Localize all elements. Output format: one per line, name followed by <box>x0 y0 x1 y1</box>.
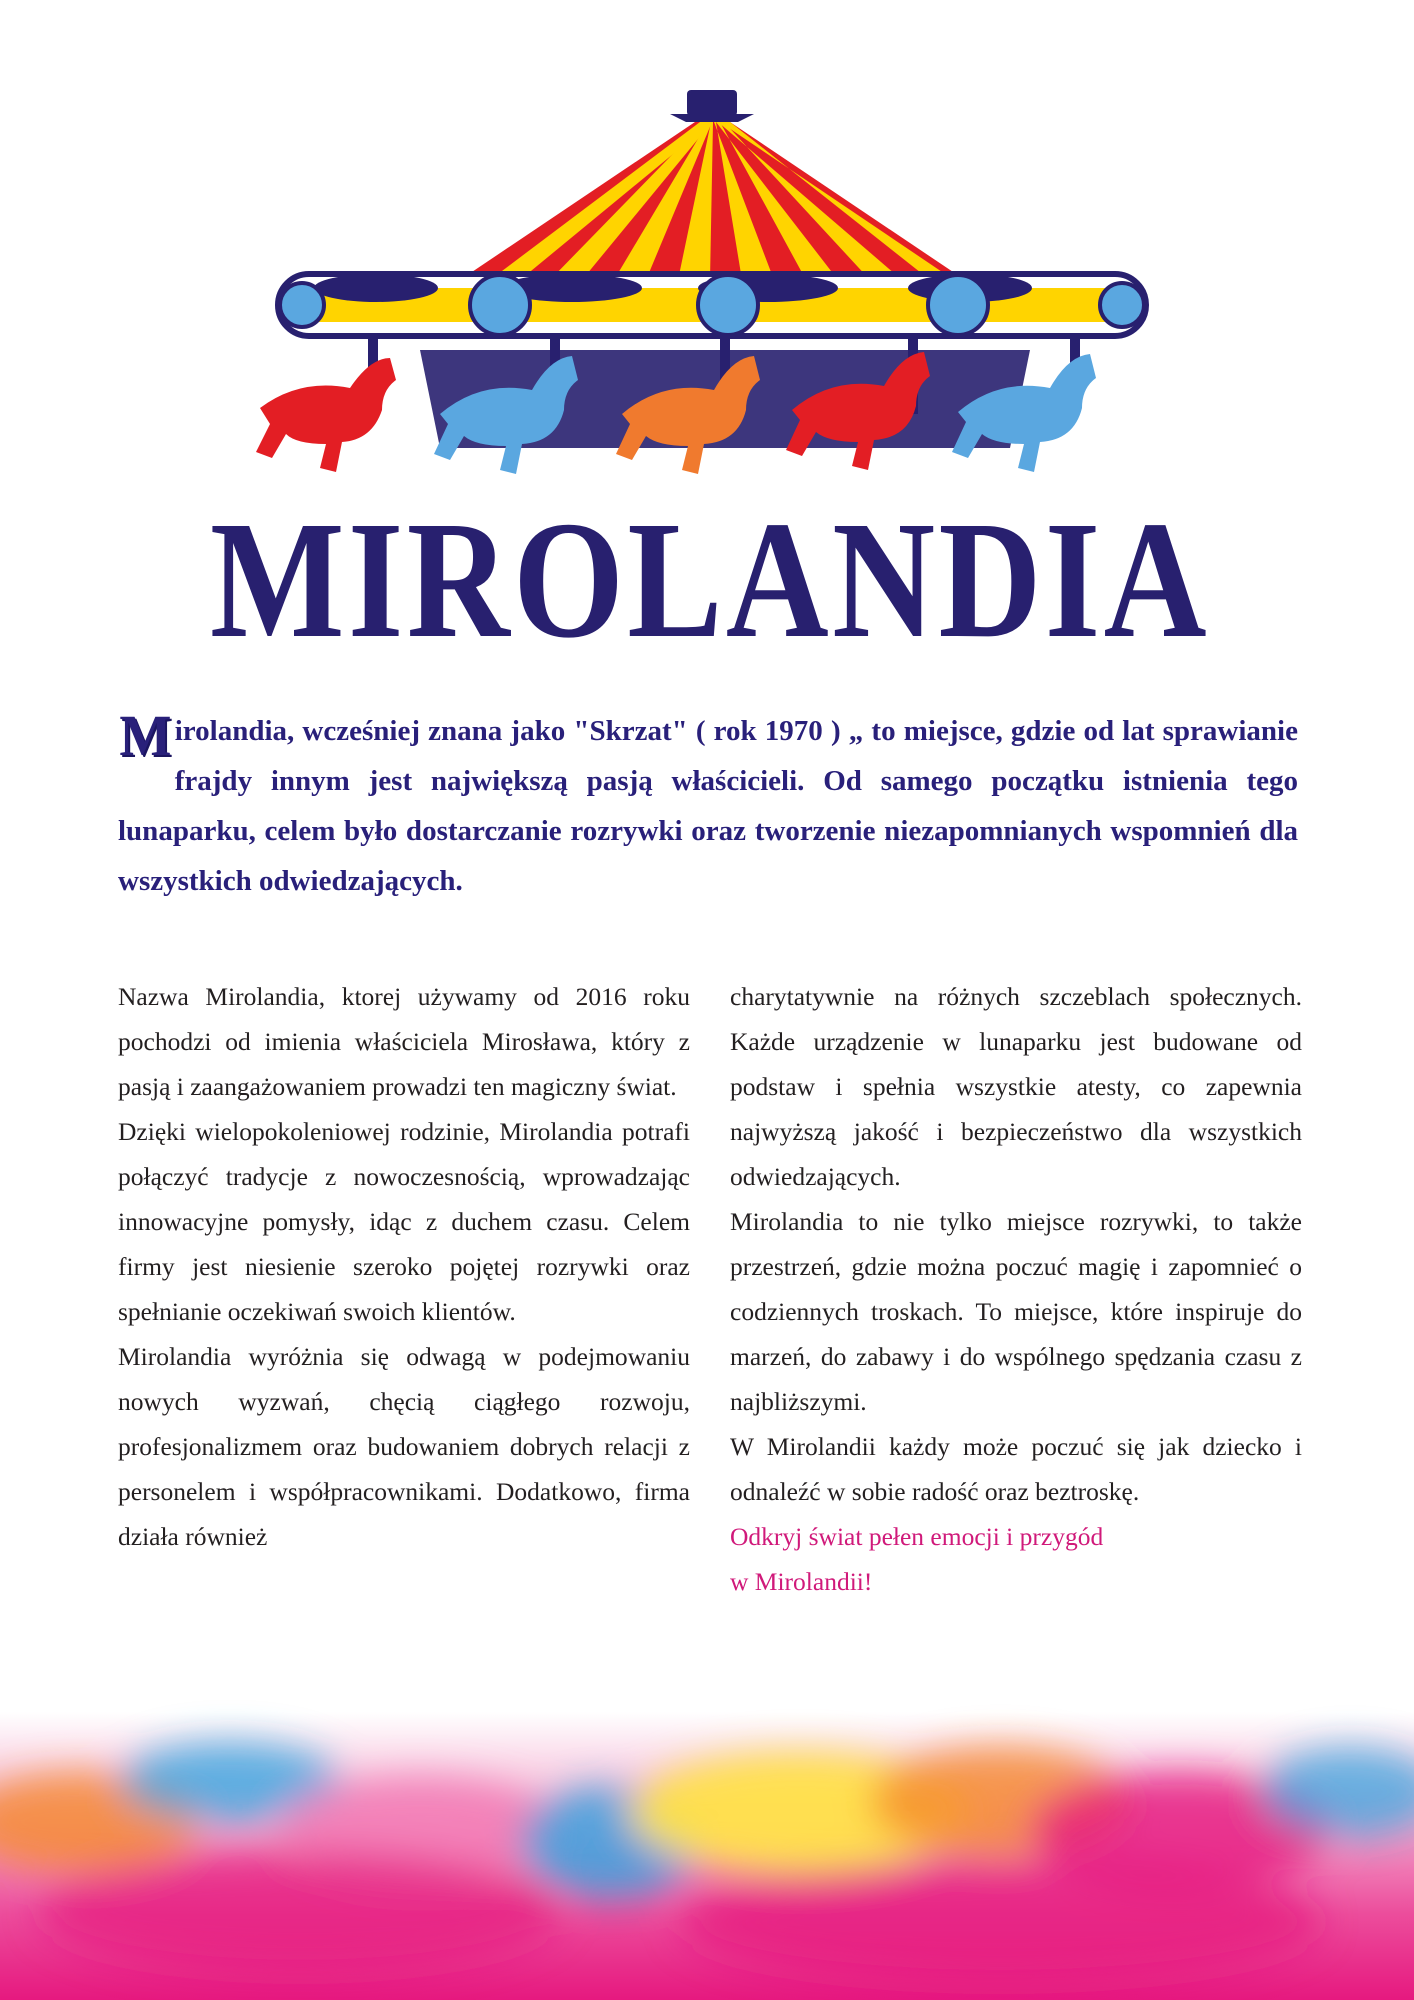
color-powder-banner <box>0 1712 1414 2000</box>
left-paragraph-1: Nazwa Mirolandia, ktorej używamy od 2016 roku pochodzi od imienia właściciela Mirosława, który z pasją i zaangażowaniem prowadzi ten magiczny świat. <box>118 982 690 1101</box>
left-paragraph-2: Dzięki wielopokoleniowej rodzinie, Mirolandia potrafi połączyć tradycje z nowoczesnością, wprowadzając innowacyjne pomysły, idąc z duchem czasu. Celem firmy jest niesienie szeroko pojętej rozrywki oraz spełnianie oczekiwań swoich klientów. <box>118 1117 690 1326</box>
right-paragraph-3: W Mirolandii każdy może poczuć się jak dziecko i odnaleźć w sobie radość oraz beztroskę. <box>730 1432 1302 1506</box>
left-column <box>118 974 690 1559</box>
intro-dropcap: M <box>119 703 172 768</box>
right-paragraph-2: Mirolandia to nie tylko miejsce rozrywki, to także przestrzeń, gdzie można poczuć magię i zapomnieć o codziennych troskach. To miejsce, które inspiruje do marzeń, do zabawy i do wspólnego spędzania czasu z najbliższymi. <box>730 1207 1302 1416</box>
logo-wordmark: MIROLANDIA <box>210 487 1210 673</box>
right-paragraph-1: charytatywnie na różnych szczeblach społecznych. Każde urządzenie w lunaparku jest budowane od podstaw i spełnia wszystkie atesty, co zapewnia najwyższą jakość i bezpieczeństwo dla wszystkich odwiedzających. <box>730 982 1302 1191</box>
carousel-horse-red <box>256 358 396 472</box>
cta-line-2: w Mirolandii! <box>730 1567 873 1596</box>
left-paragraph-3: Mirolandia wyróżnia się odwagą w podejmowaniu nowych wyzwań, chęcią ciągłego rozwoju, profesjonalizmem oraz budowaniem dobrych relacji z personelem i współpracownikami. Dodatkowo, firma działa również <box>118 1342 690 1551</box>
carousel-rim <box>278 274 1146 336</box>
intro-paragraph <box>118 703 1298 906</box>
carousel-top-cap <box>687 90 737 116</box>
carousel-roof <box>460 122 965 280</box>
intro-text: irolandia, wcześniej znana jako "Skrzat" ( rok 1970 ) „ to miejsce, gdzie od lat sprawianie frajdy innym jest największą pasją właścicieli. Od samego początku istnienia tego lunaparku, celem było dostarczanie rozrywki oraz tworzenie niezapomnianych wspomnień dla wszystkich odwiedzających. <box>118 715 1298 897</box>
mirolandia-logo <box>190 88 1230 673</box>
cta-line-1: Odkryj świat pełen emocji i przygód <box>730 1522 1104 1551</box>
right-column <box>730 974 1302 1604</box>
